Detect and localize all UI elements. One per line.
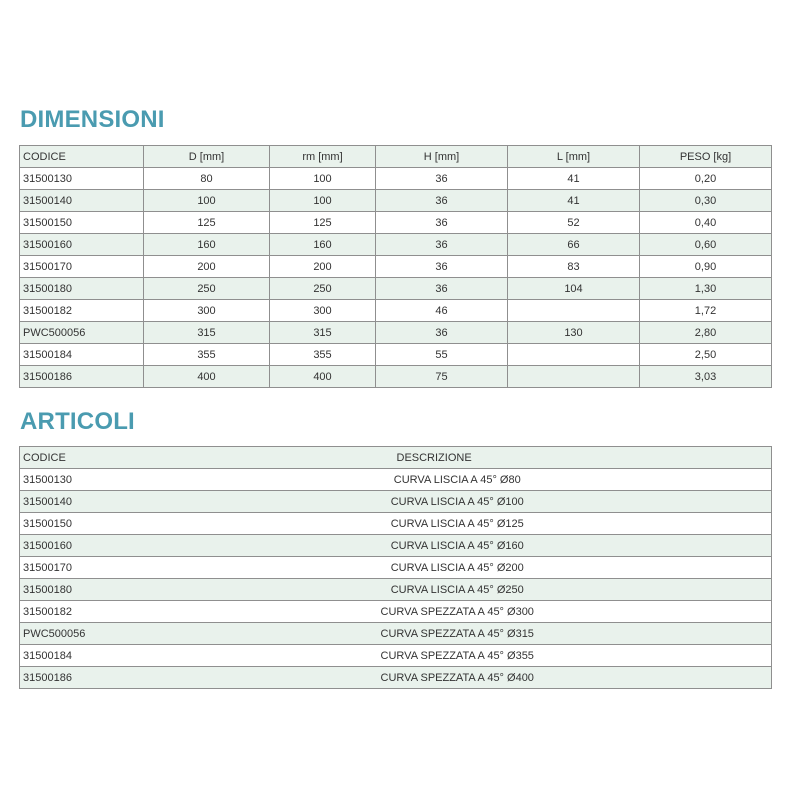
cell-codice: 31500184: [20, 344, 144, 366]
cell-descrizione: CURVA LISCIA A 45° Ø250: [144, 579, 772, 601]
cell-peso: 0,90: [640, 256, 772, 278]
cell-h: 36: [376, 322, 508, 344]
cell-peso: 0,20: [640, 168, 772, 190]
cell-codice: 31500150: [20, 212, 144, 234]
cell-d: 80: [144, 168, 270, 190]
dimensioni-title: DIMENSIONI: [20, 106, 165, 133]
cell-codice: 31500160: [20, 234, 144, 256]
cell-h: 36: [376, 212, 508, 234]
cell-rm: 315: [270, 322, 376, 344]
cell-codice: 31500184: [20, 645, 144, 667]
table-row: [20, 344, 772, 366]
dimensions-table: [19, 145, 772, 388]
cell-l: [508, 344, 640, 366]
cell-h: 36: [376, 278, 508, 300]
column-header-codice: CODICE: [20, 146, 144, 168]
cell-descrizione: CURVA LISCIA A 45° Ø200: [144, 557, 772, 579]
cell-codice: 31500170: [20, 557, 144, 579]
dimensions-table-body: [20, 168, 772, 388]
cell-descrizione: CURVA LISCIA A 45° Ø80: [144, 469, 772, 491]
cell-rm: 300: [270, 300, 376, 322]
table-row: [20, 322, 772, 344]
cell-l: [508, 366, 640, 388]
cell-codice: 31500180: [20, 278, 144, 300]
cell-l: 41: [508, 168, 640, 190]
cell-h: 36: [376, 168, 508, 190]
cell-codice: 31500170: [20, 256, 144, 278]
cell-d: 355: [144, 344, 270, 366]
cell-rm: 400: [270, 366, 376, 388]
cell-h: 75: [376, 366, 508, 388]
table-row: [20, 212, 772, 234]
cell-l: 83: [508, 256, 640, 278]
cell-descrizione: CURVA SPEZZATA A 45° Ø315: [144, 623, 772, 645]
table-row: [20, 557, 772, 579]
cell-l: [508, 300, 640, 322]
cell-d: 300: [144, 300, 270, 322]
cell-rm: 100: [270, 190, 376, 212]
cell-peso: 0,60: [640, 234, 772, 256]
cell-rm: 250: [270, 278, 376, 300]
cell-d: 315: [144, 322, 270, 344]
cell-d: 160: [144, 234, 270, 256]
column-header-h: H [mm]: [376, 146, 508, 168]
cell-codice: 31500186: [20, 366, 144, 388]
cell-d: 400: [144, 366, 270, 388]
cell-descrizione: CURVA SPEZZATA A 45° Ø400: [144, 667, 772, 689]
table-row: [20, 645, 772, 667]
cell-rm: 100: [270, 168, 376, 190]
table-header-row: [20, 447, 772, 469]
cell-d: 250: [144, 278, 270, 300]
table-row: [20, 579, 772, 601]
cell-descrizione: CURVA SPEZZATA A 45° Ø300: [144, 601, 772, 623]
table-row: [20, 535, 772, 557]
table-row: [20, 469, 772, 491]
cell-descrizione: CURVA SPEZZATA A 45° Ø355: [144, 645, 772, 667]
table-row: [20, 256, 772, 278]
cell-descrizione: CURVA LISCIA A 45° Ø125: [144, 513, 772, 535]
cell-codice: 31500130: [20, 168, 144, 190]
table-row: [20, 623, 772, 645]
table-row: [20, 491, 772, 513]
cell-codice: 31500140: [20, 190, 144, 212]
cell-descrizione: CURVA LISCIA A 45° Ø100: [144, 491, 772, 513]
column-header-l: L [mm]: [508, 146, 640, 168]
column-header-peso: PESO [kg]: [640, 146, 772, 168]
articoli-title: ARTICOLI: [20, 408, 135, 435]
table-row: [20, 601, 772, 623]
cell-h: 36: [376, 256, 508, 278]
cell-rm: 200: [270, 256, 376, 278]
table-row: [20, 278, 772, 300]
cell-rm: 160: [270, 234, 376, 256]
cell-h: 55: [376, 344, 508, 366]
cell-codice: 31500180: [20, 579, 144, 601]
cell-h: 36: [376, 234, 508, 256]
cell-codice: 31500182: [20, 300, 144, 322]
cell-peso: 2,50: [640, 344, 772, 366]
cell-codice: PWC500056: [20, 623, 144, 645]
column-header-descrizione: DESCRIZIONE: [144, 447, 772, 469]
table-row: [20, 234, 772, 256]
cell-d: 125: [144, 212, 270, 234]
cell-peso: 1,30: [640, 278, 772, 300]
cell-d: 200: [144, 256, 270, 278]
table-row: [20, 366, 772, 388]
articles-table: [19, 446, 772, 689]
articles-table-body: [20, 469, 772, 689]
column-header-codice: CODICE: [20, 447, 144, 469]
cell-d: 100: [144, 190, 270, 212]
cell-codice: 31500186: [20, 667, 144, 689]
cell-l: 52: [508, 212, 640, 234]
cell-l: 66: [508, 234, 640, 256]
cell-descrizione: CURVA LISCIA A 45° Ø160: [144, 535, 772, 557]
cell-peso: 2,80: [640, 322, 772, 344]
cell-l: 41: [508, 190, 640, 212]
table-row: [20, 513, 772, 535]
cell-peso: 0,30: [640, 190, 772, 212]
cell-codice: 31500160: [20, 535, 144, 557]
table-row: [20, 300, 772, 322]
cell-rm: 125: [270, 212, 376, 234]
cell-codice: 31500150: [20, 513, 144, 535]
cell-l: 130: [508, 322, 640, 344]
cell-peso: 3,03: [640, 366, 772, 388]
table-row: [20, 190, 772, 212]
cell-h: 46: [376, 300, 508, 322]
column-header-d: D [mm]: [144, 146, 270, 168]
cell-codice: 31500182: [20, 601, 144, 623]
cell-codice: 31500130: [20, 469, 144, 491]
cell-l: 104: [508, 278, 640, 300]
table-row: [20, 667, 772, 689]
table-row: [20, 168, 772, 190]
table-header-row: [20, 146, 772, 168]
cell-codice: PWC500056: [20, 322, 144, 344]
cell-h: 36: [376, 190, 508, 212]
cell-peso: 1,72: [640, 300, 772, 322]
column-header-rm: rm [mm]: [270, 146, 376, 168]
cell-peso: 0,40: [640, 212, 772, 234]
cell-rm: 355: [270, 344, 376, 366]
cell-codice: 31500140: [20, 491, 144, 513]
